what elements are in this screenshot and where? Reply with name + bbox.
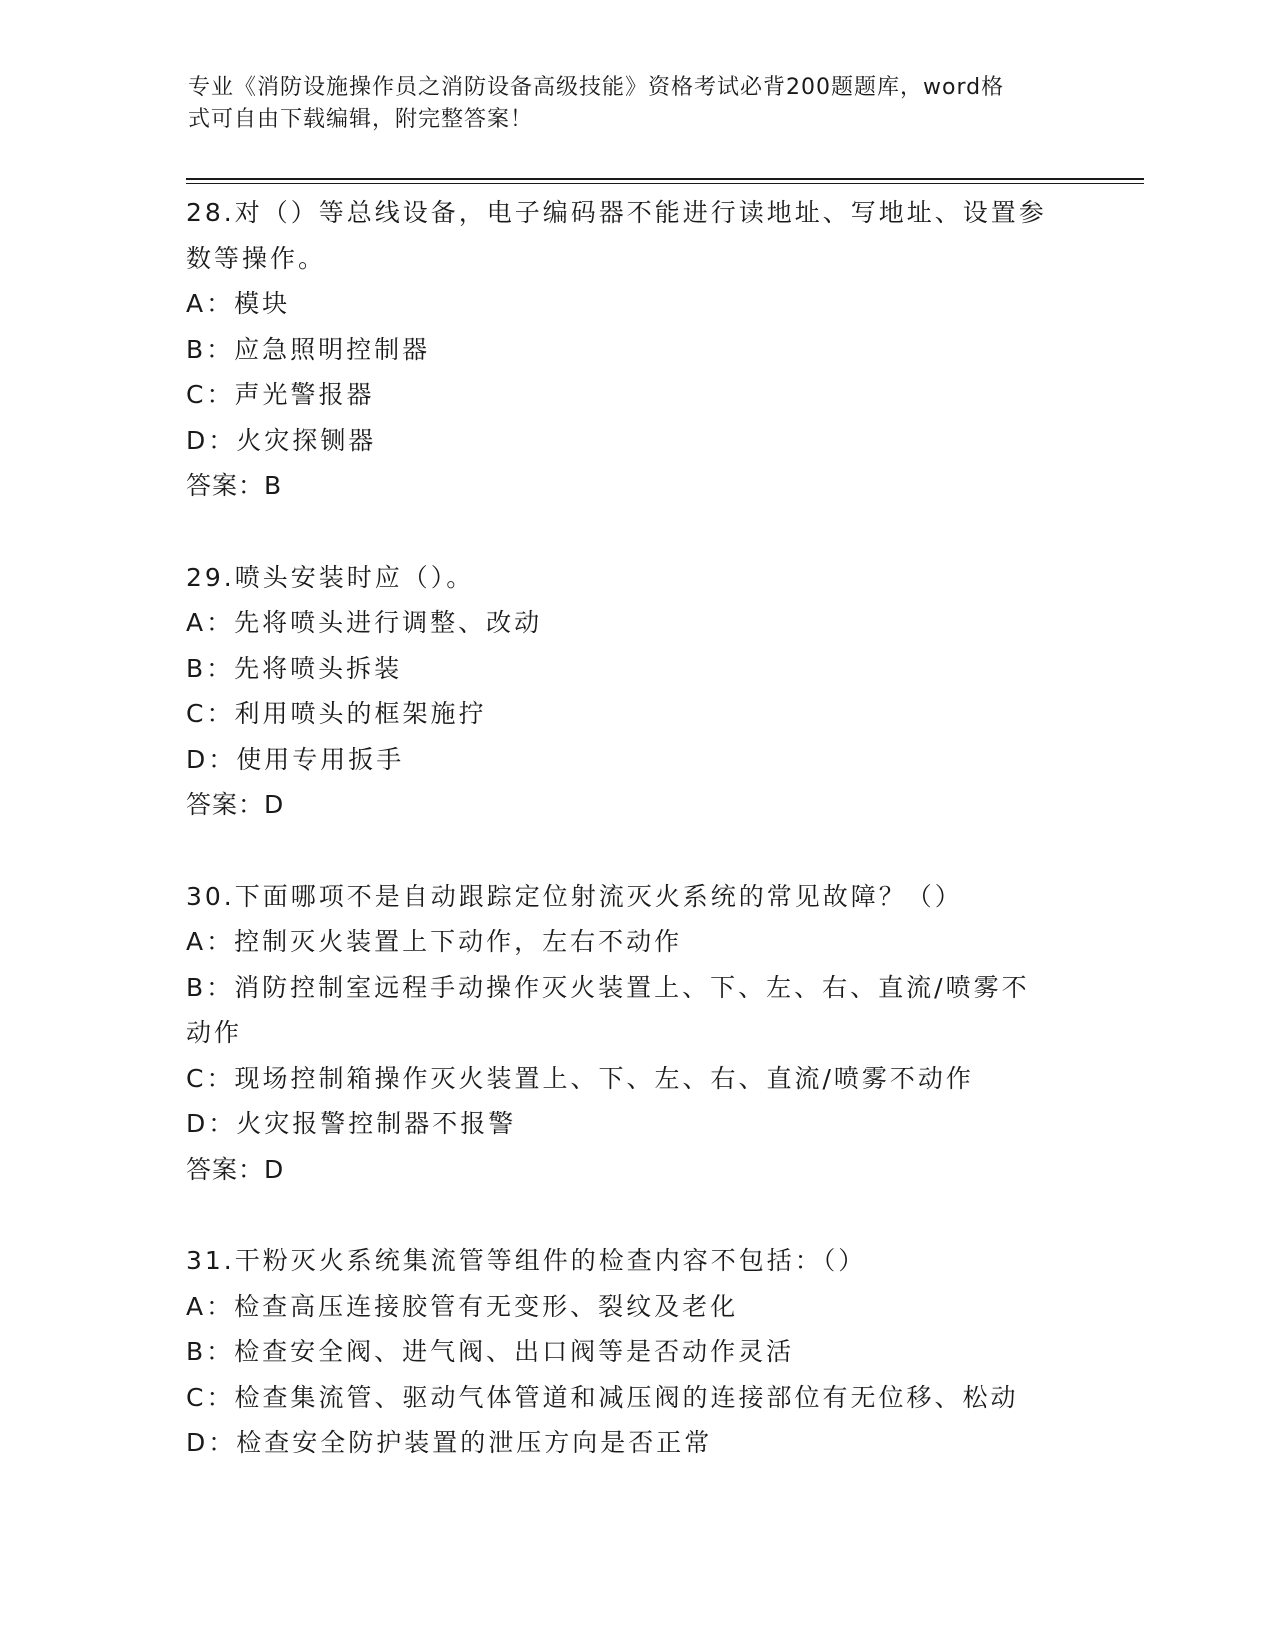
question-stem: 31.干粉灭火系统集流管等组件的检查内容不包括：（） [186, 1246, 867, 1275]
header-divider-thin [186, 183, 1144, 184]
answer-text: 答案：D [186, 790, 285, 819]
question-28 [186, 190, 1086, 509]
option-c: C：检查集流管、驱动气体管道和减压阀的连接部位有无位移、松动 [186, 1382, 1019, 1412]
header-line-1: 专业《消防设施操作员之消防设备高级技能》资格考试必背200题题库，word格 [188, 75, 1005, 100]
question-30 [186, 874, 1086, 1193]
answer-text: 答案：D [186, 1154, 285, 1184]
option-b: B：检查安全阀、进气阀、出口阀等是否动作灵活 [186, 1337, 795, 1366]
option-a: A：先将喷头进行调整、改动 [186, 608, 543, 637]
option-c: C：利用喷头的框架施拧 [186, 699, 487, 728]
option-b: B：先将喷头拆装 [186, 653, 403, 683]
question-stem: 数等操作。 [186, 243, 327, 273]
option-b-continued: 动作 [186, 1018, 243, 1047]
option-d: D：检查安全防护装置的泄压方向是否正常 [186, 1428, 713, 1457]
option-d: D：火灾报警控制器不报警 [186, 1109, 517, 1138]
question-31 [186, 1238, 1086, 1466]
option-d: D：使用专用扳手 [186, 744, 405, 774]
option-a: A：模块 [186, 289, 291, 318]
question-29 [186, 555, 1086, 828]
question-stem: 28.对（）等总线设备，电子编码器不能进行读地址、写地址、设置参 [186, 198, 1047, 227]
question-stem: 30.下面哪项不是自动跟踪定位射流灭火系统的常见故障？（） [186, 881, 963, 911]
header-divider-thick [186, 178, 1144, 180]
option-d: D：火灾探铡器 [186, 425, 377, 455]
document-header [188, 72, 1068, 136]
header-line-2: 式可自由下载编辑，附完整答案！ [188, 107, 534, 132]
option-a: A：检查高压连接胶管有无变形、裂纹及老化 [186, 1291, 739, 1321]
option-a: A：控制灭火装置上下动作，左右不动作 [186, 927, 683, 956]
question-stem: 29.喷头安装时应（）。 [186, 562, 475, 592]
option-c: C：现场控制箱操作灭火装置上、下、左、右、直流/喷雾不动作 [186, 1063, 974, 1093]
question-list [186, 190, 1086, 1512]
option-b: B：应急照明控制器 [186, 334, 431, 364]
option-c: C：声光警报器 [186, 380, 375, 409]
option-b: B：消防控制室远程手动操作灭火装置上、下、左、右、直流/喷雾不 [186, 972, 1030, 1002]
answer-text: 答案：B [186, 471, 283, 500]
